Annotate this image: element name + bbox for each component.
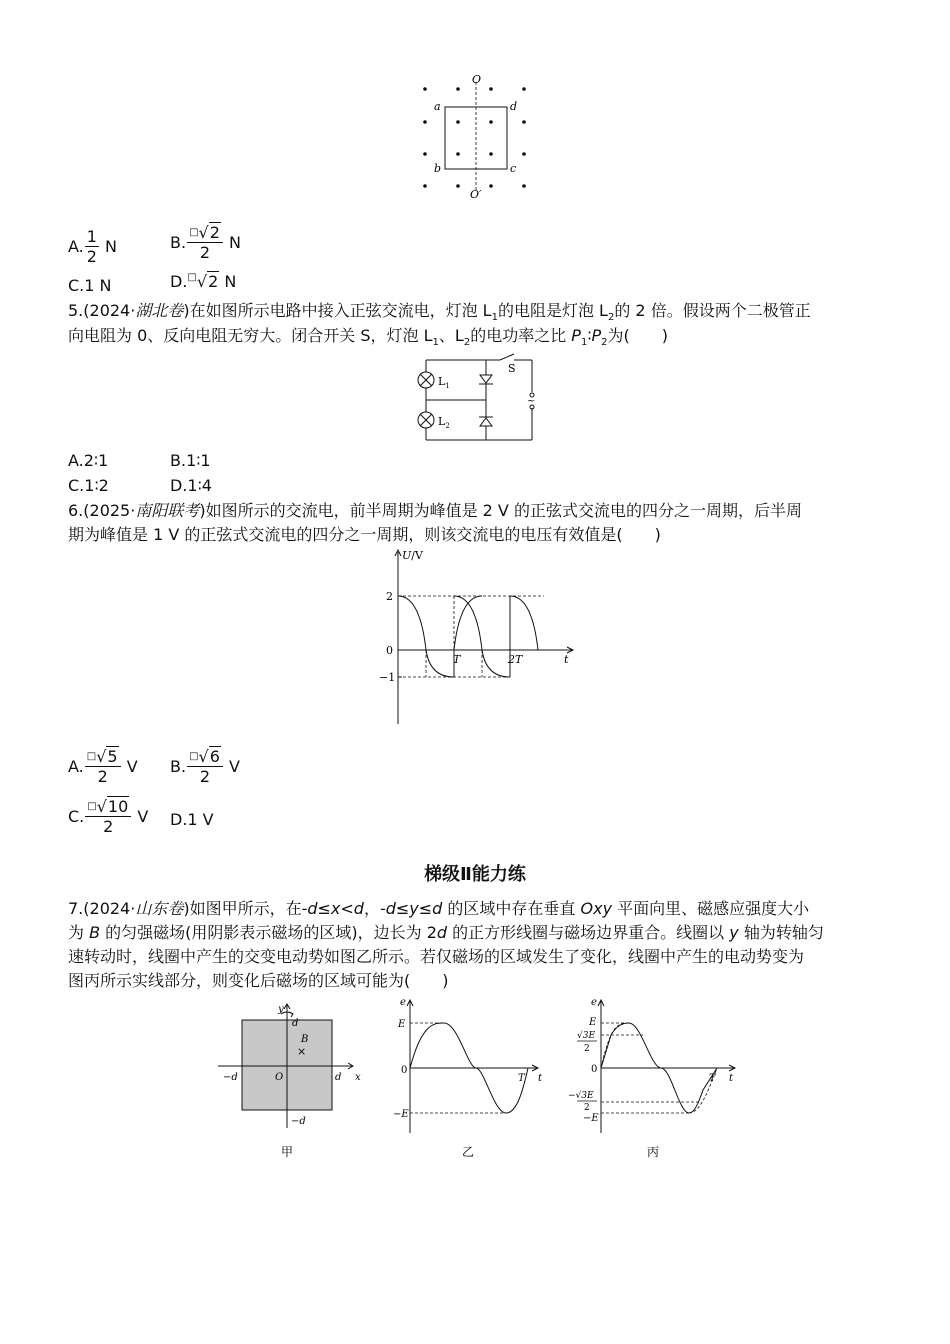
label-d: d [510,100,518,113]
q7-figure-jia [215,1000,370,1162]
svg-text:−√3E: −√3E [568,1091,594,1101]
svg-text:−d: −d [223,1072,238,1083]
label-O: O [472,73,482,86]
section-title: 梯级Ⅱ能力练 [424,864,526,885]
svg-text:E: E [589,1017,597,1028]
x-tick-2T: 2T [508,653,523,666]
q6-voltage-graph [368,546,578,728]
q6-option-a[interactable]: A. $\frac{^□√5}{2}$ V [68,747,138,786]
svg-text:d: d [292,1018,299,1029]
svg-text:2: 2 [584,1103,590,1113]
svg-text:T: T [518,1073,525,1084]
x-axis-label: t [564,653,569,666]
svg-text:d: d [335,1072,342,1083]
q7-line-1: 7.(2024·山东卷)如图甲所示，在-d≤x<d，-d≤y≤d 的区域中存在垂直 Oxy 平面向里、磁感应强度大小 [68,899,810,918]
svg-text:O: O [275,1072,284,1083]
q6-line-1: 6.(2025·南阳联考)如图所示的交流电，前半周期为峰值是 2 V 的正弦式交流电的四分之一周期，后半周 [68,501,802,520]
q7-line-4: 图丙所示实线部分，则变化后磁场的区域可能为( ) [68,971,449,990]
svg-text:y: y [278,1004,284,1015]
q6-option-c[interactable]: C. $\frac{^□√10}{2}$ V [68,797,149,836]
caption-yi: 乙 [462,1145,475,1159]
svg-text:e: e [400,997,406,1008]
y-tick-2: 2 [386,590,393,603]
svg-text:×: × [297,1045,307,1058]
svg-text:2: 2 [584,1044,590,1054]
q5-option-a[interactable]: A.2∶1 [68,451,109,470]
label-c: c [510,162,517,175]
q4-option-c[interactable]: C.1 N [68,276,112,295]
svg-text:√3E: √3E [577,1031,596,1041]
label-a: a [434,100,441,113]
caption-jia: 甲 [281,1145,294,1159]
svg-text:E: E [398,1019,406,1030]
svg-text:0: 0 [591,1064,598,1075]
q6-option-d[interactable]: D.1 V [170,810,214,829]
svg-text:t: t [538,1073,543,1084]
lamp-L2-label: $L_2$ [438,415,450,430]
svg-text:x: x [355,1072,361,1083]
svg-text:t: t [729,1073,734,1084]
q5-line-1: 5.(2024·湖北卷)在如图所示电路中接入正弦交流电，灯泡 $L_1$的电阻是灯泡 $L_2$的 2 倍。假设两个二极管正 [68,301,811,324]
caption-bing: 丙 [647,1145,660,1159]
y-axis-label: U/V [402,549,423,562]
q4-option-d[interactable]: D.□√2 N [170,272,237,291]
svg-text:−E: −E [583,1113,599,1124]
fraction: $\frac{1}{2}$ [86,227,97,266]
fraction: $\frac{^□√2}{2}$ [187,224,223,263]
q6-line-2: 期为峰值是 1 V 的正弦式交流电的四分之一周期，则该交流电的电压有效值是( ) [68,525,661,544]
q7-figure-yi [388,995,548,1162]
q5-line-2: 向电阻为 0、反向电阻无穷大。闭合开关 S，灯泡 $L_1$、$L_2$的电功率之比 $P_1∶P_2$为( ) [68,326,669,349]
q4-option-a[interactable]: A. $\frac{1}{2}$ N [68,227,117,266]
q5-option-b[interactable]: B.1∶1 [170,451,211,470]
q7-line-3: 速转动时，线圈中产生的交变电动势如图乙所示。若仅磁场的区域发生了变化，线圈中产生的电动势变为 [68,947,805,966]
svg-text:−E: −E [393,1109,409,1120]
label-b: b [434,162,442,175]
q5-option-c[interactable]: C.1∶2 [68,476,109,495]
svg-text:T: T [709,1073,716,1084]
x-tick-T: T [453,653,461,666]
q6-option-b[interactable]: B. $\frac{^□√6}{2}$ V [170,747,240,786]
label-O-prime: O′ [470,188,482,201]
q5-option-d[interactable]: D.1∶4 [170,476,212,495]
q4-option-b[interactable]: B. $\frac{^□√2}{2}$ N [170,223,241,262]
lamp-L1-label: $L_1$ [438,375,450,390]
y-tick-neg1: −1 [379,671,396,684]
y-tick-0: 0 [386,644,393,657]
svg-text:e: e [591,997,597,1008]
svg-text:0: 0 [401,1065,408,1076]
q4-field-figure [410,70,540,202]
ac-source-label: ~ [527,396,536,407]
svg-text:−d: −d [291,1116,306,1127]
svg-text:B: B [301,1034,309,1045]
q7-line-2: 为 B 的匀强磁场(用阴影表示磁场的区域)，边长为 2d 的正方形线圈与磁场边界重合。线圈以 y 轴为转轴匀 [68,923,824,942]
q5-circuit [408,352,548,444]
q7-figure-bing [563,995,743,1162]
switch-S-label: S [508,362,516,375]
